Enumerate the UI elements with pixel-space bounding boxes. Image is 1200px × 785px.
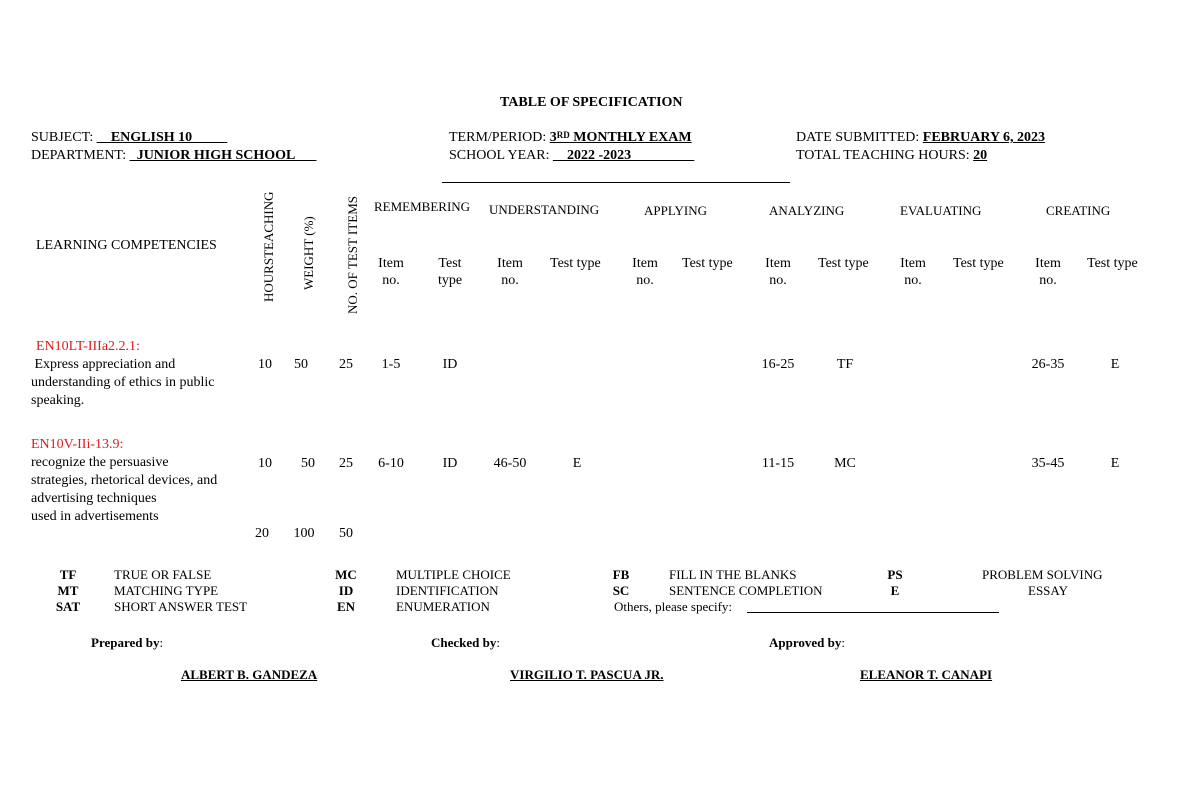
remembering-type-header xyxy=(432,255,468,289)
legend-label: ESSAY xyxy=(1028,583,1068,598)
legend-code: SAT xyxy=(55,599,81,614)
legend-code: MC xyxy=(335,567,357,582)
weight-cell: 50 xyxy=(294,357,308,372)
competency-line: used in advertisements xyxy=(31,509,159,524)
legend-code: MT xyxy=(57,583,79,598)
legend-label: TRUE OR FALSE xyxy=(114,567,212,582)
learning-competencies-header: LEARNING COMPETENCIES xyxy=(36,238,217,253)
applying-item-header xyxy=(626,255,664,289)
term-superscript: RD xyxy=(556,130,570,140)
creating-item-cell: 26-35 xyxy=(1031,357,1065,372)
date-row xyxy=(796,129,1045,146)
weight-header: WEIGHT (%) xyxy=(301,216,316,290)
no-label: no. xyxy=(904,273,922,288)
legend-label: SENTENCE COMPLETION xyxy=(669,583,823,598)
legend-code: EN xyxy=(336,599,356,614)
term-row xyxy=(449,129,692,146)
items-cell: 25 xyxy=(339,456,353,471)
colon: : xyxy=(159,635,164,650)
evaluating-type-header: Test type xyxy=(953,256,1004,271)
term-label: TERM/PERIOD: xyxy=(449,130,547,145)
legend-label: MATCHING TYPE xyxy=(114,583,219,598)
remembering-type-cell: ID xyxy=(442,456,458,471)
competency-line: understanding of ethics in public xyxy=(31,375,215,390)
hours-teaching-header: HOURSTEACHING xyxy=(261,191,276,302)
subject-row xyxy=(31,129,227,146)
department-row xyxy=(31,147,316,164)
hours-cell: 10 xyxy=(258,456,272,471)
department-label: DEPARTMENT: xyxy=(31,148,127,163)
item-label: Item xyxy=(632,256,658,271)
level-evaluating: EVALUATING xyxy=(900,203,982,218)
competency-line: recognize the persuasive xyxy=(31,455,169,470)
creating-type-cell: E xyxy=(1110,357,1120,372)
no-label: no. xyxy=(382,273,400,288)
date-value: FEBRUARY 6, 2023 xyxy=(922,130,1046,145)
legend-code: E xyxy=(890,583,900,598)
total-weight: 100 xyxy=(293,526,315,541)
prepared-by-label xyxy=(91,634,163,651)
term-number: 3 xyxy=(549,130,557,145)
item-label: Item xyxy=(378,256,404,271)
understanding-item-cell: 46-50 xyxy=(493,456,527,471)
no-label: no. xyxy=(636,273,654,288)
approved-by-text: Approved by xyxy=(769,635,842,650)
hours-row xyxy=(796,147,987,164)
evaluating-item-header xyxy=(894,255,932,289)
colon: : xyxy=(496,635,500,650)
subject-value: __ENGLISH 10_____ xyxy=(96,130,228,145)
items-cell: 25 xyxy=(339,357,353,372)
school-year-label: SCHOOL YEAR: xyxy=(449,148,550,163)
subject-label: SUBJECT: xyxy=(31,130,94,145)
analyzing-item-header xyxy=(759,255,797,289)
item-label: Item xyxy=(900,256,926,271)
date-label: DATE SUBMITTED: xyxy=(796,130,920,145)
checked-by-text: Checked by xyxy=(431,635,497,650)
item-label: Item xyxy=(765,256,791,271)
others-specify-line xyxy=(747,612,999,613)
no-label: no. xyxy=(769,273,787,288)
department-value: _JUNIOR HIGH SCHOOL___ xyxy=(129,148,317,163)
level-applying: APPLYING xyxy=(644,203,707,218)
competency-line: strategies, rhetorical devices, and xyxy=(31,473,218,488)
legend-code: TF xyxy=(59,567,77,582)
competency-code: EN10V-IIi-13.9: xyxy=(31,437,124,452)
competency-code: EN10LT-IIIa2.2.1: xyxy=(36,339,140,354)
others-specify-label: Others, please specify: xyxy=(614,599,733,614)
understanding-item-header xyxy=(490,255,530,289)
legend-label: FILL IN THE BLANKS xyxy=(669,567,797,582)
analyzing-type-header: Test type xyxy=(818,256,869,271)
prepared-by-name: ALBERT B. GANDEZA xyxy=(181,667,318,682)
understanding-type-cell: E xyxy=(572,456,582,471)
approved-by-name: ELEANOR T. CANAPI xyxy=(860,667,993,682)
creating-item-cell: 35-45 xyxy=(1031,456,1065,471)
legend-code: FB xyxy=(612,567,630,582)
level-remembering: REMEMBERING xyxy=(374,199,471,214)
checked-by-name: VIRGILIO T. PASCUA JR. xyxy=(510,667,664,682)
legend-code: SC xyxy=(612,583,630,598)
legend-label: IDENTIFICATION xyxy=(396,583,499,598)
legend-label: MULTIPLE CHOICE xyxy=(396,567,511,582)
analyzing-type-cell: MC xyxy=(834,456,856,471)
level-understanding: UNDERSTANDING xyxy=(489,202,600,217)
understanding-type-header: Test type xyxy=(550,256,601,271)
creating-item-header xyxy=(1029,255,1067,289)
remembering-item-cell: 1-5 xyxy=(381,357,401,372)
school-year-value: __2022 -2023_________ xyxy=(552,148,695,163)
legend-code: ID xyxy=(338,583,354,598)
creating-type-cell: E xyxy=(1110,456,1120,471)
legend-label: PROBLEM SOLVING xyxy=(982,567,1103,582)
test-label: Test xyxy=(438,256,462,271)
hours-label: TOTAL TEACHING HOURS: xyxy=(796,148,970,163)
item-label: Item xyxy=(497,256,523,271)
hours-cell: 10 xyxy=(258,357,272,372)
legend-label: SHORT ANSWER TEST xyxy=(114,599,248,614)
analyzing-item-cell: 16-25 xyxy=(761,357,795,372)
level-creating: CREATING xyxy=(1046,203,1111,218)
term-rest: MONTHLY EXAM xyxy=(569,130,692,145)
no-label: no. xyxy=(501,273,519,288)
applying-type-header: Test type xyxy=(682,256,733,271)
remembering-item-header xyxy=(372,255,410,289)
legend-label: ENUMERATION xyxy=(396,599,490,614)
analyzing-type-cell: TF xyxy=(836,357,854,372)
hours-value: 20 xyxy=(973,148,988,163)
approved-by-label xyxy=(769,634,845,651)
total-hours: 20 xyxy=(255,526,269,541)
checked-by-label xyxy=(431,634,500,651)
competency-line: advertising techniques xyxy=(31,491,157,506)
remembering-type-cell: ID xyxy=(442,357,458,372)
no-label: no. xyxy=(1039,273,1057,288)
colon: : xyxy=(841,635,845,650)
competency-line: Express appreciation and xyxy=(31,357,176,372)
header-divider xyxy=(442,182,790,183)
analyzing-item-cell: 11-15 xyxy=(761,456,795,471)
prepared-by-text: Prepared by xyxy=(91,635,160,650)
total-items: 50 xyxy=(339,526,353,541)
competency-line: speaking. xyxy=(31,393,85,408)
type-label: type xyxy=(437,273,463,288)
item-label: Item xyxy=(1035,256,1061,271)
legend-code: PS xyxy=(887,567,903,582)
no-of-items-header: NO. OF TEST ITEMS xyxy=(345,196,360,314)
school-year-row xyxy=(449,147,694,164)
term-value xyxy=(550,130,692,145)
page-title: TABLE OF SPECIFICATION xyxy=(500,95,683,110)
weight-cell: 50 xyxy=(301,456,315,471)
remembering-item-cell: 6-10 xyxy=(378,456,404,471)
creating-type-header: Test type xyxy=(1087,256,1138,271)
level-analyzing: ANALYZING xyxy=(769,203,845,218)
